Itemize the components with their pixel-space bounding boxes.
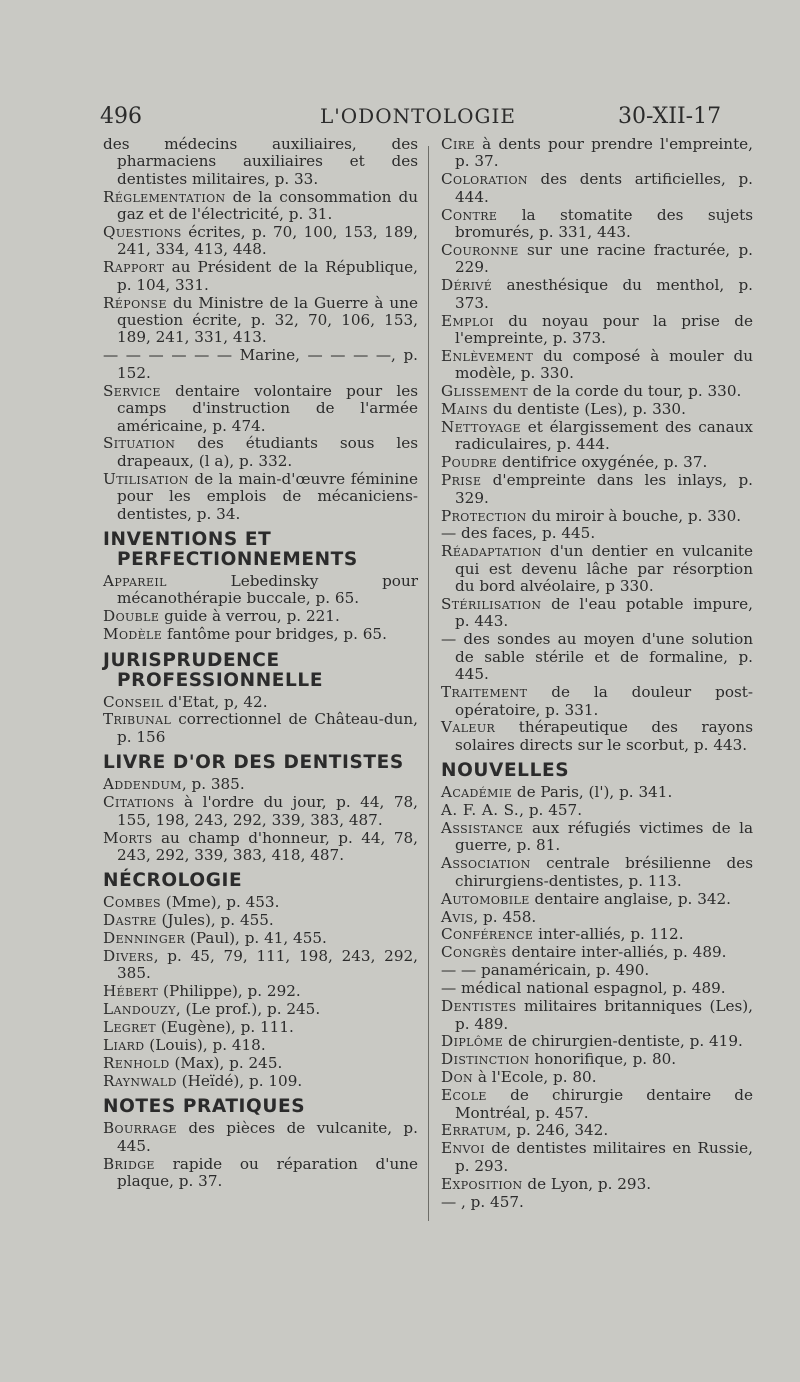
entry-keyword: Automobile bbox=[441, 889, 530, 908]
journal-title: L'ODONTOLOGIE bbox=[320, 104, 516, 128]
entry-keyword: Liard bbox=[103, 1036, 145, 1055]
entry-text: Lebedinsky pour mécanothérapie buccale, p. 65. bbox=[117, 571, 418, 608]
entry-keyword: Réadaptation bbox=[441, 542, 542, 561]
entry-text: du miroir à bouche, p. 330. bbox=[526, 506, 742, 525]
entry-text: (Eugène), p. 111. bbox=[155, 1018, 294, 1037]
entry-text: — des faces, p. 445. bbox=[441, 524, 596, 543]
index-entry bbox=[103, 894, 418, 911]
entry-keyword: Morts bbox=[103, 828, 153, 847]
index-entry bbox=[441, 1051, 753, 1068]
index-entry bbox=[441, 820, 753, 855]
entry-text: anesthésique du menthol, p. 373. bbox=[455, 276, 753, 312]
index-entry bbox=[441, 543, 753, 595]
entry-keyword: Modèle bbox=[103, 625, 163, 644]
entry-text: honorifique, p. 80. bbox=[529, 1050, 677, 1069]
section-heading: LIVRE D'OR DES DENTISTES bbox=[103, 752, 404, 774]
entry-keyword: Renhold bbox=[103, 1053, 170, 1072]
entry-keyword: Traitement bbox=[441, 683, 528, 702]
entry-text: des médecins auxiliaires, des pharmaciens auxiliaires et des dentistes militaires, p. 33. bbox=[103, 135, 418, 188]
entry-keyword: Nettoyage bbox=[441, 418, 521, 436]
page-number: 496 bbox=[100, 104, 142, 129]
entry-keyword: Exposition bbox=[441, 1174, 523, 1193]
entry-text: — , p. 457. bbox=[441, 1192, 524, 1211]
entry-text: et élargissement des canaux radiculaires, p. 444. bbox=[455, 418, 753, 454]
index-entry bbox=[441, 980, 753, 997]
entry-keyword: Raynwald bbox=[103, 1071, 177, 1090]
entry-keyword: Denninger bbox=[103, 929, 186, 948]
entry-text: fantôme pour bridges, p. 65. bbox=[162, 625, 387, 644]
entry-keyword: Questions bbox=[103, 223, 182, 242]
entry-keyword: Glissement bbox=[441, 382, 528, 401]
index-entry bbox=[441, 926, 753, 943]
index-entry bbox=[441, 348, 753, 383]
entry-text: thérapeutique des rayons solaires directs sur le scorbut, p. 443. bbox=[455, 718, 753, 754]
index-entry bbox=[441, 1176, 753, 1193]
index-entry bbox=[441, 944, 753, 961]
entry-keyword: Ecole bbox=[441, 1086, 487, 1105]
entry-keyword: Dentistes bbox=[441, 997, 517, 1016]
index-entry bbox=[441, 277, 753, 312]
index-entry bbox=[103, 626, 418, 643]
entry-text: , p. 45, 79, 111, 198, 243, 292, 385. bbox=[117, 947, 418, 983]
entry-keyword: Combes bbox=[103, 893, 161, 912]
index-entry bbox=[441, 1069, 753, 1086]
entry-text: dentaire anglaise, p. 342. bbox=[529, 889, 732, 908]
index-entry bbox=[441, 472, 753, 507]
entry-keyword: Couronne bbox=[441, 240, 519, 259]
entry-keyword: Prise bbox=[441, 471, 482, 490]
entry-keyword: Conférence bbox=[441, 925, 534, 944]
index-entry bbox=[103, 136, 418, 188]
entry-text: — — — — — — Marine, — — — —, p. 152. bbox=[103, 346, 418, 382]
index-entry bbox=[103, 983, 418, 1000]
entry-text: de chirurgien-dentiste, p. 419. bbox=[503, 1032, 743, 1051]
entry-keyword: Divers bbox=[103, 947, 154, 966]
left-column bbox=[103, 136, 418, 1191]
entry-text: aux réfugiés victimes de la guerre, p. 81. bbox=[455, 819, 753, 855]
entry-keyword: Citations bbox=[103, 793, 175, 812]
index-entry bbox=[103, 776, 418, 793]
entry-text: — — panaméricain, p. 490. bbox=[441, 961, 650, 980]
entry-keyword: Tribunal bbox=[103, 710, 172, 729]
entry-text: — des sondes au moyen d'une solution de sable stérile et de formaline, p. 445. bbox=[441, 630, 753, 684]
index-entry bbox=[103, 948, 418, 983]
entry-text: au Président de la République, p. 104, 331. bbox=[117, 258, 418, 294]
entry-keyword: Contre bbox=[441, 205, 498, 224]
entry-text: du dentiste (Les), p. 330. bbox=[488, 400, 686, 419]
index-entry bbox=[103, 189, 418, 224]
entry-text: d'Etat, p, 42. bbox=[163, 692, 268, 711]
entry-text: militaires britanniques (Les), p. 489. bbox=[455, 997, 753, 1033]
entry-text: guide à verrou, p. 221. bbox=[159, 607, 340, 626]
entry-text: (Jules), p. 455. bbox=[156, 911, 274, 930]
entry-text: , p. 458. bbox=[473, 907, 537, 926]
index-entry bbox=[441, 596, 753, 631]
entry-text: centrale brésilienne des chirurgiens-dentistes, p. 113. bbox=[455, 854, 753, 890]
entry-text: dentifrice oxygénée, p. 37. bbox=[497, 453, 708, 472]
index-entry bbox=[441, 684, 753, 719]
entry-text: (Philippe), p. 292. bbox=[158, 982, 301, 1001]
entry-keyword: Bridge bbox=[103, 1154, 155, 1173]
entry-text: de la consommation du gaz et de l'électricité, p. 31. bbox=[117, 187, 418, 224]
index-entry bbox=[441, 855, 753, 890]
entry-text: de Paris, (l'), p. 341. bbox=[512, 783, 673, 802]
index-entry bbox=[103, 711, 418, 746]
index-entry bbox=[441, 1087, 753, 1122]
index-entry bbox=[441, 909, 753, 926]
issue-date: 30-XII-17 bbox=[618, 104, 722, 129]
entry-keyword: Dérivé bbox=[441, 276, 493, 295]
entry-keyword: Réglementation bbox=[103, 187, 226, 206]
column-divider bbox=[428, 146, 429, 1221]
entry-keyword: Appareil bbox=[103, 571, 167, 590]
index-entry bbox=[103, 1037, 418, 1054]
entry-text: de Lyon, p. 293. bbox=[522, 1174, 652, 1193]
index-entry bbox=[103, 435, 418, 470]
entry-keyword: Cire bbox=[441, 135, 475, 153]
entry-text: , p. 246, 342. bbox=[506, 1121, 609, 1140]
entry-keyword: Utilisation bbox=[103, 469, 189, 488]
entry-text: (Louis), p. 418. bbox=[144, 1036, 266, 1055]
index-entry bbox=[103, 259, 418, 294]
index-entry bbox=[103, 1055, 418, 1072]
entry-keyword: Situation bbox=[103, 434, 176, 453]
index-entry bbox=[103, 1073, 418, 1090]
index-entry bbox=[441, 1194, 753, 1211]
index-entry bbox=[103, 694, 418, 711]
entry-text: des étudiants sous les drapeaux, (l a), p. 332. bbox=[117, 434, 418, 470]
entry-text: (Paul), p. 41, 455. bbox=[185, 929, 327, 948]
index-entry bbox=[441, 1140, 753, 1175]
index-entry bbox=[441, 242, 753, 277]
entry-text: d'empreinte dans les inlays, p. 329. bbox=[455, 471, 753, 507]
entry-text: sur une racine fracturée, p. 229. bbox=[455, 240, 753, 277]
entry-text: , p. 385. bbox=[181, 775, 245, 794]
entry-text: du Ministre de la Guerre à une question écrite, p. 32, 70, 106, 153, 189, 241, 331, 413. bbox=[117, 293, 418, 347]
entry-keyword: Emploi bbox=[441, 311, 494, 330]
entry-keyword: Rapport bbox=[103, 258, 165, 277]
entry-keyword: Coloration bbox=[441, 170, 528, 189]
entry-keyword: Bourrage bbox=[103, 1119, 177, 1138]
entry-keyword: Stérilisation bbox=[441, 595, 542, 614]
entry-keyword: Association bbox=[441, 854, 531, 873]
index-entry bbox=[441, 313, 753, 348]
entry-keyword: Hébert bbox=[103, 982, 159, 1001]
index-entry bbox=[441, 962, 753, 979]
entry-text: (Max), p. 245. bbox=[169, 1053, 283, 1072]
entry-text: , p. 457. bbox=[519, 801, 583, 820]
entry-text: — médical national espagnol, p. 489. bbox=[441, 979, 726, 998]
index-entry bbox=[441, 401, 753, 418]
section-heading: NOUVELLES bbox=[441, 760, 570, 782]
entry-keyword: Protection bbox=[441, 506, 527, 525]
index-entry bbox=[441, 525, 753, 542]
index-entry bbox=[441, 419, 753, 454]
index-entry bbox=[441, 383, 753, 400]
entry-keyword: Conseil bbox=[103, 692, 164, 711]
index-entry bbox=[441, 136, 753, 171]
entry-keyword: Avis bbox=[441, 907, 474, 926]
index-entry bbox=[441, 454, 753, 471]
entry-text: au champ d'honneur, p. 44, 78, 243, 292, 339, 383, 418, 487. bbox=[117, 828, 418, 864]
index-entry bbox=[103, 608, 418, 625]
entry-text: des pièces de vulcanite, p. 445. bbox=[117, 1119, 418, 1155]
entry-keyword: Valeur bbox=[441, 718, 496, 737]
entry-text: de l'eau potable impure, p. 443. bbox=[455, 595, 753, 631]
index-entry bbox=[441, 1122, 753, 1139]
entry-keyword: Landouzy bbox=[103, 1000, 176, 1019]
entry-keyword: Don bbox=[441, 1068, 474, 1087]
entry-text: (Heïdé), p. 109. bbox=[176, 1071, 303, 1090]
entry-keyword: Diplôme bbox=[441, 1032, 504, 1051]
entry-keyword: Poudre bbox=[441, 453, 498, 472]
entry-text: écrites, p. 70, 100, 153, 189, 241, 334, 413, 448. bbox=[117, 223, 418, 259]
right-column bbox=[441, 136, 753, 1211]
index-entry bbox=[103, 383, 418, 435]
entry-keyword: Envoi bbox=[441, 1139, 485, 1158]
index-entry bbox=[103, 912, 418, 929]
entry-keyword: A. F. A. S. bbox=[441, 801, 520, 820]
entry-text: dentaire volontaire pour les camps d'instruction de l'armée américaine, p. 474. bbox=[117, 381, 418, 435]
index-entry bbox=[103, 224, 418, 259]
index-entry bbox=[441, 784, 753, 801]
index-entry bbox=[441, 508, 753, 525]
entry-text: de chirurgie dentaire de Montréal, p. 457. bbox=[455, 1086, 753, 1122]
entry-keyword: Legret bbox=[103, 1018, 156, 1037]
entry-text: d'un dentier en vulcanite qui est devenu lâche par résorption du bord alvéolaire, p 330. bbox=[455, 542, 753, 596]
index-entry bbox=[441, 891, 753, 908]
entry-text: de la douleur post-opératoire, p. 331. bbox=[455, 683, 753, 719]
entry-keyword: Assistance bbox=[441, 819, 524, 838]
index-entry bbox=[103, 1156, 418, 1191]
running-header bbox=[0, 100, 800, 140]
entry-keyword: Double bbox=[103, 607, 160, 626]
index-entry bbox=[103, 347, 418, 382]
entry-keyword: Dastre bbox=[103, 911, 157, 930]
index-entry bbox=[103, 1019, 418, 1036]
index-entry bbox=[103, 295, 418, 347]
entry-text: de dentistes militaires en Russie, p. 293. bbox=[455, 1139, 753, 1175]
entry-keyword: Mains bbox=[441, 400, 489, 419]
index-entry bbox=[103, 1120, 418, 1155]
section-heading: JURISPRUDENCE PROFESSIONNELLE bbox=[103, 649, 324, 691]
entry-keyword: Addendum bbox=[103, 775, 182, 794]
index-entry bbox=[441, 1033, 753, 1050]
entry-text: des dents artificielles, p. 444. bbox=[455, 170, 753, 206]
entry-text: , (Le prof.), p. 245. bbox=[175, 1000, 321, 1019]
index-entry bbox=[441, 998, 753, 1033]
index-entry bbox=[103, 573, 418, 608]
entry-keyword: Académie bbox=[441, 783, 513, 802]
entry-keyword: Erratum bbox=[441, 1121, 507, 1140]
index-entry bbox=[103, 471, 418, 523]
entry-keyword: Service bbox=[103, 381, 161, 400]
index-entry bbox=[441, 802, 753, 819]
entry-text: dentaire inter-alliés, p. 489. bbox=[506, 943, 727, 962]
entry-text: inter-alliés, p. 112. bbox=[533, 925, 684, 944]
entry-keyword: Distinction bbox=[441, 1050, 530, 1069]
entry-text: du noyau pour la prise de l'empreinte, p. 373. bbox=[455, 311, 753, 347]
entry-keyword: Enlèvement bbox=[441, 346, 534, 365]
index-entry bbox=[103, 1001, 418, 1018]
entry-text: à l'Ecole, p. 80. bbox=[473, 1068, 597, 1087]
index-entry bbox=[441, 631, 753, 683]
section-heading: NÉCROLOGIE bbox=[103, 870, 243, 892]
entry-text: de la main-d'œuvre féminine pour les emplois de mécaniciens-dentistes, p. 34. bbox=[117, 469, 418, 523]
index-entry bbox=[441, 207, 753, 242]
entry-text: de la corde du tour, p. 330. bbox=[527, 382, 742, 401]
entry-text: la stomatite des sujets bromurés, p. 331, 443. bbox=[455, 205, 753, 242]
entry-text: à dents pour prendre l'empreinte, p. 37. bbox=[455, 135, 753, 171]
index-entry bbox=[103, 830, 418, 865]
index-entry bbox=[441, 171, 753, 206]
section-heading: NOTES PRATIQUES bbox=[103, 1096, 306, 1118]
entry-text: rapide ou réparation d'une plaque, p. 37. bbox=[117, 1154, 418, 1190]
entry-text: à l'ordre du jour, p. 44, 78, 155, 198, 243, 292, 339, 383, 487. bbox=[117, 793, 418, 829]
entry-keyword: Congrès bbox=[441, 943, 507, 962]
index-entry bbox=[103, 930, 418, 947]
entry-text: (Mme), p. 453. bbox=[160, 893, 280, 912]
index-entry bbox=[441, 719, 753, 754]
index-entry bbox=[103, 794, 418, 829]
entry-text: du composé à mouler du modèle, p. 330. bbox=[455, 346, 753, 383]
entry-keyword: Réponse bbox=[103, 293, 167, 312]
entry-text: correctionnel de Château-dun, p. 156 bbox=[117, 710, 418, 746]
section-heading: INVENTIONS ET PERFECTIONNEMENTS bbox=[103, 528, 358, 570]
